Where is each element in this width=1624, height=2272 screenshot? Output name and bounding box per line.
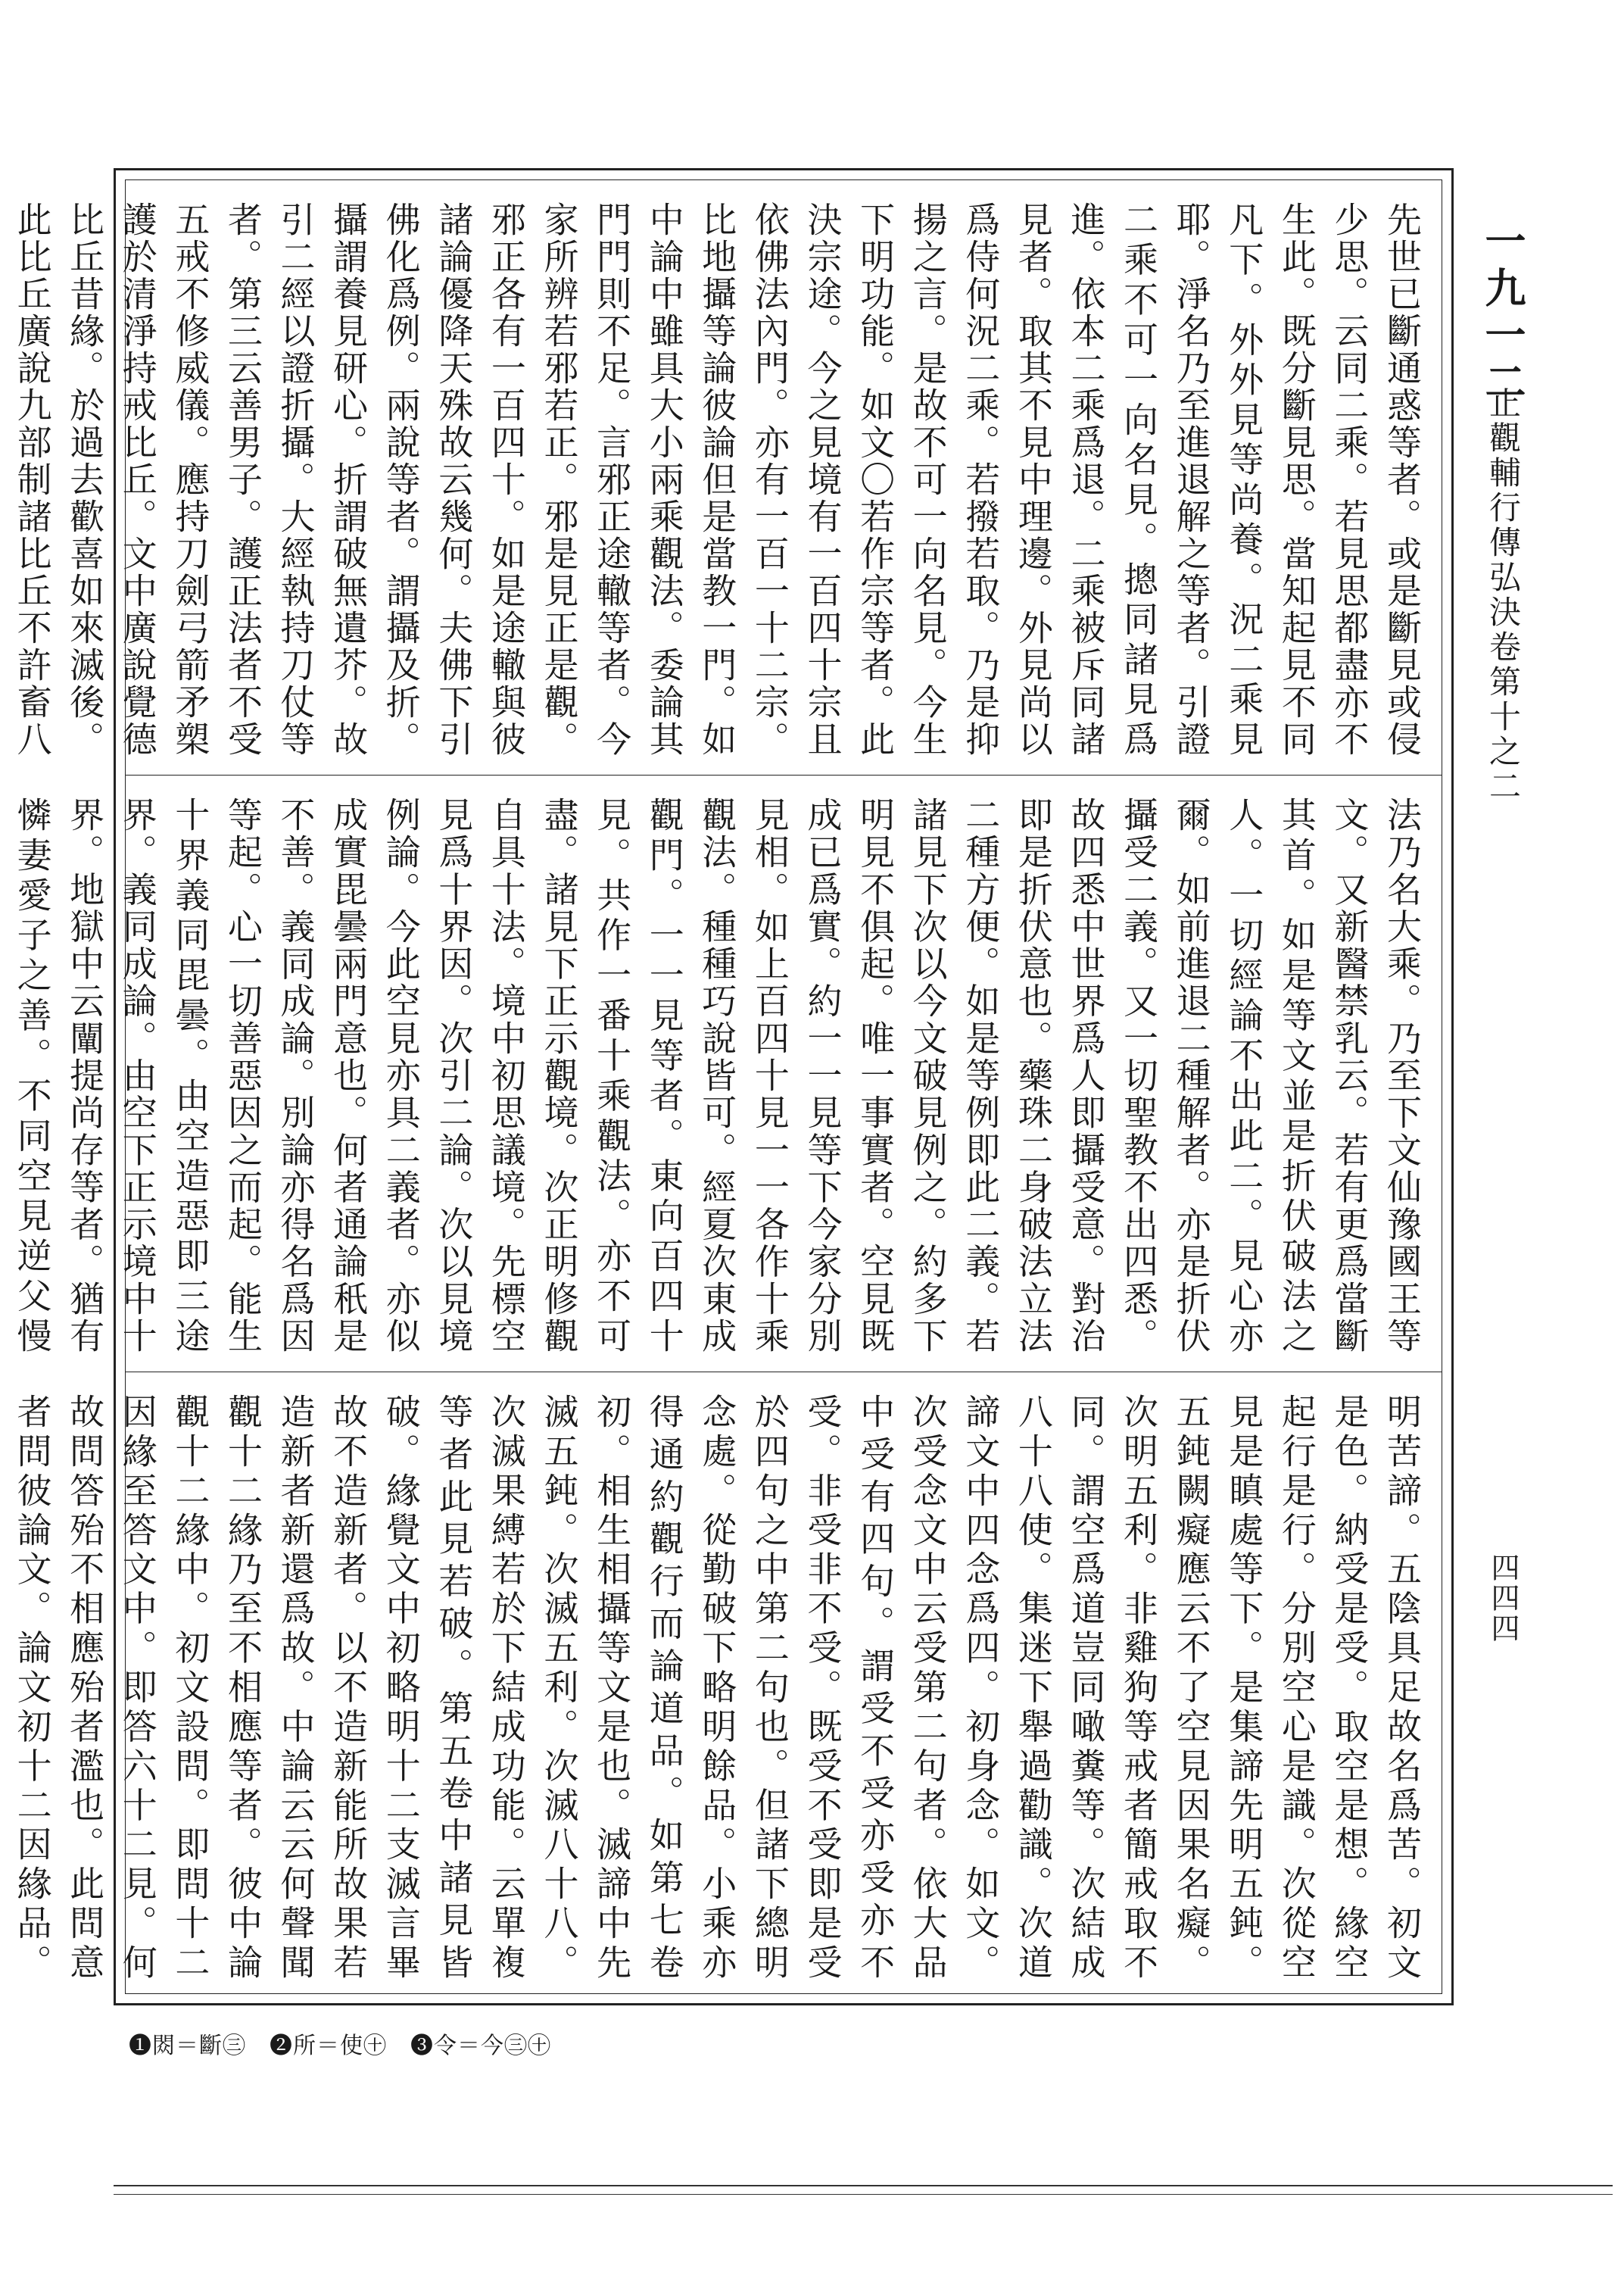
lower-register	[11, 1372, 1442, 1998]
text-frame-inner	[11, 179, 1442, 1994]
folio-mark: 四四四	[1486, 1553, 1520, 1643]
middle-register-text: 法乃名大乘。乃至下文仙豫國王等文。又新醫禁乳云。若有更爲當斷其首。如是等文並是折伏破法之人。一切經論不出此二。見心亦爾。如前進退二種解者。亦是折伏攝受二義。又一切聖教不出四悉。故四悉中世界爲人即攝受意。對治即是折伏意也。藥珠二身破法立法二種方便。如是等例即此二義。若諸見下次以今文破見例之。約多下明見不俱起。唯一事實者。空見既成已爲實。約一一見等下今家分別見相。如上百四十見一一各作十乘觀法。種種巧說皆可。經夏次東成觀門。一一見等者。東向百四十見。共作一番十乘觀法。亦不可盡。諸見下正示觀境。次正明修觀自具十法。境中初思議境。先標空見爲十界因。次引二論。次以見境例論。今此空見亦具二義者。亦似成實毘曇兩門意也。何者通論秖是不善。義同成論。別論亦得名爲因等起。心一切善惡因之而起。能生十界義同毘曇。由空造惡即三途界。義同成論。由空下正示境中十界。地獄中云闡提尚存等者。猶有憐妻愛子之善。不同空見逆父慢	[11, 797, 1423, 1355]
collation-footnotes: ❶閦＝斷㊂ ❷所＝使㊉ ❸令＝今㊂㊉	[129, 2033, 551, 2059]
upper-register	[11, 180, 1442, 776]
page-number: 一九一二	[1479, 220, 1527, 407]
middle-register	[11, 776, 1442, 1372]
upper-register-text: 先世已斷通惑等者。或是斷見或侵少思。云同二乘。若見思都盡亦不生此。既分斷見思。當知起見不同凡下。外外見等尚養。況二乘見耶。淨名乃至進退解之等者。引證二乘不可一向名見。摠同諸見爲進。依本二乘爲退。二乘被斥同諸見者。取其不見中理邊。外見尚以爲侍何況二乘。若撥若取。乃是抑揚之言。是故不可一向名見。今生下明功能。如文〇若作宗等者。此決宗途。今之見境有一百四十宗且依佛法內門。亦有一百一十二宗。比地攝等論彼論但是當教一門。如中論中雖具大小兩乘觀法。委論其門門則不足。言邪正途轍等者。今家所辨若邪若正。邪是見正是觀。邪正各有一百四十。如是途轍與彼諸論優降天殊故云幾何。夫佛下引佛化爲例。兩說等者。謂攝及折。攝謂養見研心。折謂破無遺芥。故引二經以證折攝。大經執持刀仗等者。第三云善男子。護正法者不受五戒不修威儀。應持刀劍弓箭矛槊護於清淨持戒比丘。文中廣說覺德比丘昔緣。於過去歡喜如來滅後。此比丘廣說九部制諸比丘不許畜八	[11, 201, 1423, 758]
lower-register-text: 明苦諦。五陰具足故名爲苦。初文是色。納受是受。取空是想。緣空起行是行。分別空心是識。次從空見是瞋處等下。是集諦先明五鈍。五鈍闕癡應云不了空見因果名癡。次明五利。非雞狗等戒者簡戒取不同。謂空爲道豈同噉糞等。次結成八十八使。集迷下舉過勸識。次道諦文中四念爲四。初身念。如文。次受念文中云受第二句者。依大品中受有四句。謂受不受亦受亦不受。非受非不受。既受不受即是受於四句之中第二句也。但諸下總明念處。從勤破下略明餘品。小乘亦得通約觀行而論道品。如第七卷初。相生相攝等文是也。滅諦中先滅五鈍。次滅五利。次滅八十八。次滅果縛若於下結成功能。云單複等者此見若破。第五卷中諸見皆破。緣覺文中初略明十二支滅言畢故不造新者。以不造新能所故果若造新者新還爲故。中論云云何聲聞觀十二緣乃至不相應等者。彼中論觀十二緣中。初文設問。即問十二因緣至答文中。即答六十二見。何故問答殆不相應殆者濫也。此問意者問彼論文。論文初十二因緣品。	[11, 1393, 1423, 1981]
text-frame	[11, 168, 1454, 2005]
footer-rule	[114, 2185, 1613, 2186]
footer-rule-thin	[114, 2194, 1613, 2195]
running-title: 止觀輔行傳弘決卷第十之二	[1485, 386, 1522, 804]
